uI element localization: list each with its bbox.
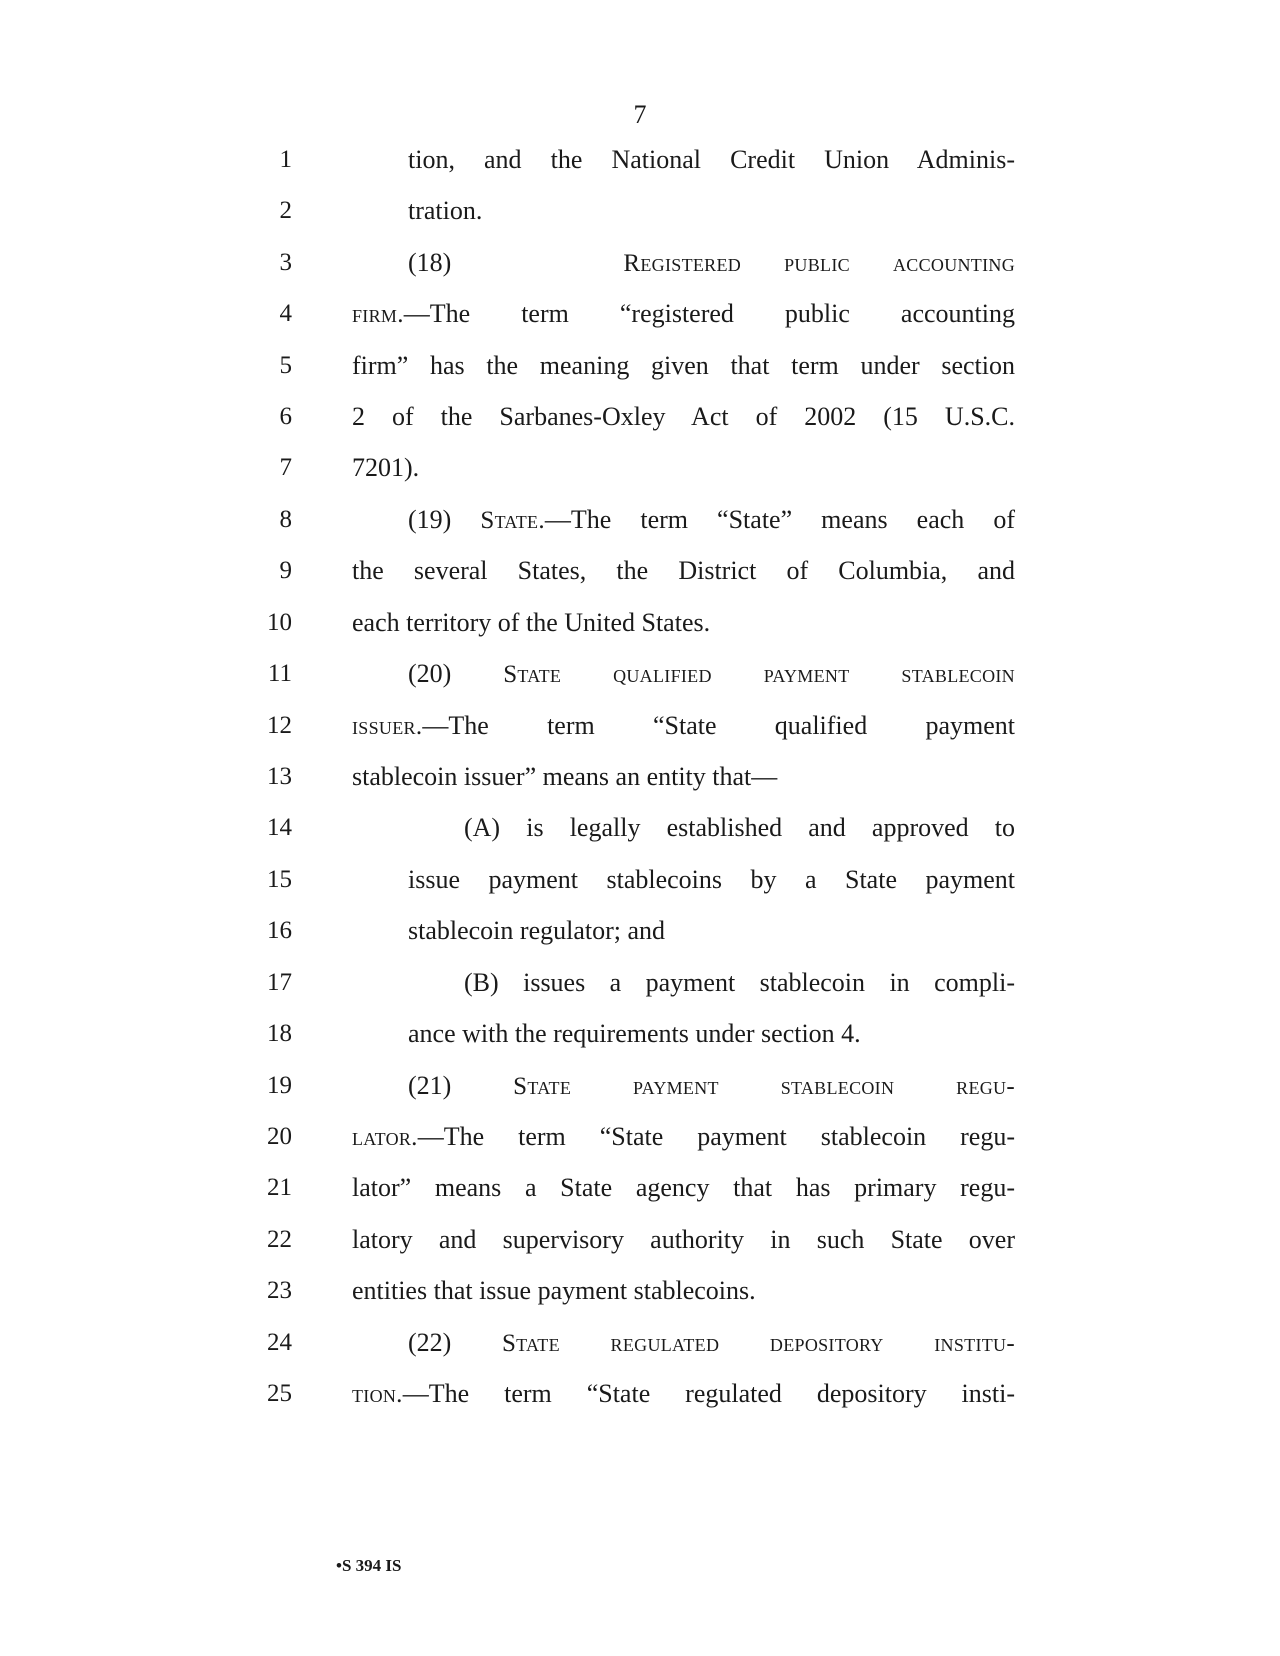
section-heading: State qualified payment stablecoin (503, 661, 1015, 688)
line-text: tion, and the National Credit Union Adminis- (408, 145, 1015, 174)
section-heading: Registered public accounting (623, 250, 1015, 277)
line-text: the several States, the District of Columbia, and (352, 556, 1015, 585)
line-text: (18) Registered public accounting (408, 248, 1015, 277)
text-line (0, 551, 1280, 591)
line-text (352, 706, 1015, 747)
page-number: 7 (633, 100, 647, 129)
line-text: ance with the requirements under section 4. (408, 1019, 861, 1048)
text-line (0, 140, 1280, 180)
text-line (0, 191, 1280, 231)
line-number: 18 (267, 1020, 292, 1047)
section-heading: State. (480, 507, 545, 534)
line-number: 23 (267, 1277, 292, 1304)
line-number: 4 (279, 300, 292, 327)
line-number: 9 (279, 557, 292, 584)
section-heading-lead: firm. (352, 301, 404, 328)
line-text: firm” has the meaning given that term under section (352, 351, 1015, 380)
text-line (0, 1014, 1280, 1054)
text-line (0, 397, 1280, 437)
line-number: 1 (279, 146, 292, 173)
line-number: 3 (279, 249, 292, 276)
line-number: 6 (279, 403, 292, 430)
document-id: •S 394 IS (336, 1556, 402, 1575)
line-text (408, 1066, 1015, 1107)
text-line (0, 294, 1280, 334)
text-line (0, 346, 1280, 386)
line-text: issue payment stablecoins by a State payment (408, 865, 1015, 894)
line-text: tration. (408, 196, 483, 225)
section-heading: State payment stablecoin regu- (513, 1073, 1015, 1100)
text-line (0, 808, 1280, 848)
text-line (0, 1271, 1280, 1311)
line-text (408, 500, 1015, 541)
paragraph-number: (19) (408, 505, 481, 534)
line-text: (B) issues a payment stablecoin in compli- (464, 968, 1015, 997)
line-text: lator” means a State agency that has primary regu- (352, 1173, 1015, 1202)
text-line (0, 500, 1280, 540)
section-heading-lead: lator. (352, 1124, 418, 1151)
line-text (352, 1117, 1015, 1158)
line-text-body: —The term “State” means each of (544, 505, 1015, 534)
line-text: stablecoin issuer” means an entity that— (352, 762, 778, 791)
text-line (0, 1220, 1280, 1260)
line-text (352, 294, 1015, 335)
paragraph-number: (20) (408, 659, 504, 688)
text-line (0, 911, 1280, 951)
section-heading-lead: tion. (352, 1381, 403, 1408)
line-text: (A) is legally established and approved to (464, 813, 1015, 842)
line-number: 13 (267, 763, 292, 790)
line-text (408, 654, 1015, 695)
text-line (0, 860, 1280, 900)
line-number: 2 (279, 197, 292, 224)
line-text-body: —The term “State qualified payment (422, 711, 1015, 740)
text-line (0, 1374, 1280, 1414)
line-number: 15 (267, 866, 292, 893)
line-number: 25 (267, 1380, 292, 1407)
line-text (352, 1374, 1015, 1415)
line-number: 17 (267, 969, 292, 996)
line-text: each territory of the United States. (352, 608, 711, 637)
section-heading-lead: issuer. (352, 713, 423, 740)
text-line (0, 448, 1280, 488)
line-text: entities that issue payment stablecoins. (352, 1276, 756, 1305)
line-number: 12 (267, 712, 292, 739)
line-number: 20 (267, 1123, 292, 1150)
text-line (0, 1168, 1280, 1208)
line-number: 24 (267, 1329, 292, 1356)
line-text: 2 of the Sarbanes-Oxley Act of 2002 (15 U.S.C. (352, 402, 1015, 431)
line-number: 22 (267, 1226, 292, 1253)
line-number: 21 (267, 1174, 292, 1201)
text-line (0, 706, 1280, 746)
line-text-body: —The term “State regulated depository insti- (402, 1379, 1015, 1408)
text-line (0, 654, 1280, 694)
paragraph-number: (21) (408, 1071, 514, 1100)
section-heading: State regulated depository institu- (501, 1330, 1015, 1357)
paragraph-number: (22) (408, 1328, 502, 1357)
text-line (0, 1066, 1280, 1106)
line-number: 7 (279, 454, 292, 481)
text-line (0, 1117, 1280, 1157)
text-line (0, 243, 1280, 283)
line-text-body: —The term “registered public accounting (403, 299, 1015, 328)
line-number: 16 (267, 917, 292, 944)
text-line (0, 757, 1280, 797)
line-text (408, 1323, 1015, 1364)
line-number: 19 (267, 1072, 292, 1099)
line-number: 11 (267, 660, 292, 687)
line-number: 8 (279, 506, 292, 533)
line-text: stablecoin regulator; and (408, 916, 666, 945)
line-number: 10 (267, 609, 292, 636)
text-line (0, 963, 1280, 1003)
text-line (0, 603, 1280, 643)
line-text: latory and supervisory authority in such State over (352, 1225, 1015, 1254)
line-text-body: —The term “State payment stablecoin regu- (417, 1122, 1015, 1151)
line-number: 14 (267, 814, 292, 841)
text-line (0, 1323, 1280, 1363)
line-text: 7201). (352, 453, 420, 482)
line-number: 5 (279, 352, 292, 379)
